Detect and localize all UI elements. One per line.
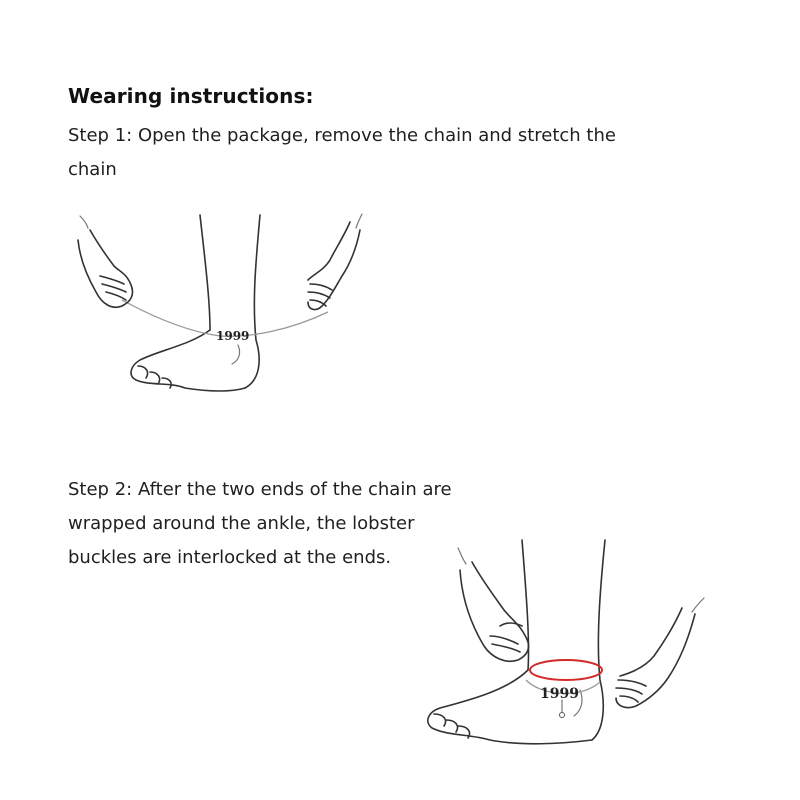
- pendant-1999: 1999: [540, 686, 579, 702]
- left-finger-2: [492, 644, 520, 652]
- pendant-charm: [560, 713, 565, 718]
- right-hand-outline: [308, 230, 360, 309]
- page-title: Wearing instructions:: [68, 84, 314, 108]
- left-hand-outline: [460, 570, 529, 661]
- leg-outline-right: [592, 540, 605, 740]
- right-hand-back: [308, 222, 350, 280]
- leg-outline-left: [200, 215, 210, 330]
- left-finger-3: [106, 292, 126, 300]
- left-finger-1: [490, 636, 518, 644]
- left-wrist: [458, 548, 466, 564]
- left-finger-1: [100, 276, 124, 284]
- leg-outline-right: [245, 215, 260, 388]
- right-finger-2: [308, 292, 330, 298]
- pendant-1999: 1999: [216, 329, 250, 343]
- step-2-illustration: [410, 530, 710, 790]
- chain-highlight: [530, 660, 602, 680]
- right-wrist: [356, 214, 362, 228]
- left-wrist: [80, 216, 88, 228]
- right-hand-outline: [616, 614, 695, 708]
- left-finger-2: [102, 284, 126, 292]
- toe-2: [150, 372, 160, 384]
- toe-3: [162, 378, 171, 388]
- right-finger-1: [310, 284, 332, 290]
- step-1-illustration: [60, 200, 440, 410]
- right-finger-3: [620, 696, 638, 702]
- right-finger-2: [616, 688, 642, 694]
- toe-1: [434, 714, 446, 726]
- left-hand-back: [472, 562, 528, 642]
- toe-1: [138, 366, 148, 378]
- step-1-text: Step 1: Open the package, remove the chain and stretch the chain: [68, 125, 616, 180]
- toe-2: [446, 720, 458, 732]
- right-wrist: [692, 598, 704, 612]
- right-hand-back: [620, 608, 682, 676]
- ankle-bone: [232, 345, 240, 364]
- step-2-text: Step 2: After the two ends of the chain are wrapped around the ankle, the lobster buckles are interlocked at the ends.: [68, 479, 452, 568]
- foot-outline: [428, 670, 592, 744]
- right-finger-1: [618, 680, 646, 686]
